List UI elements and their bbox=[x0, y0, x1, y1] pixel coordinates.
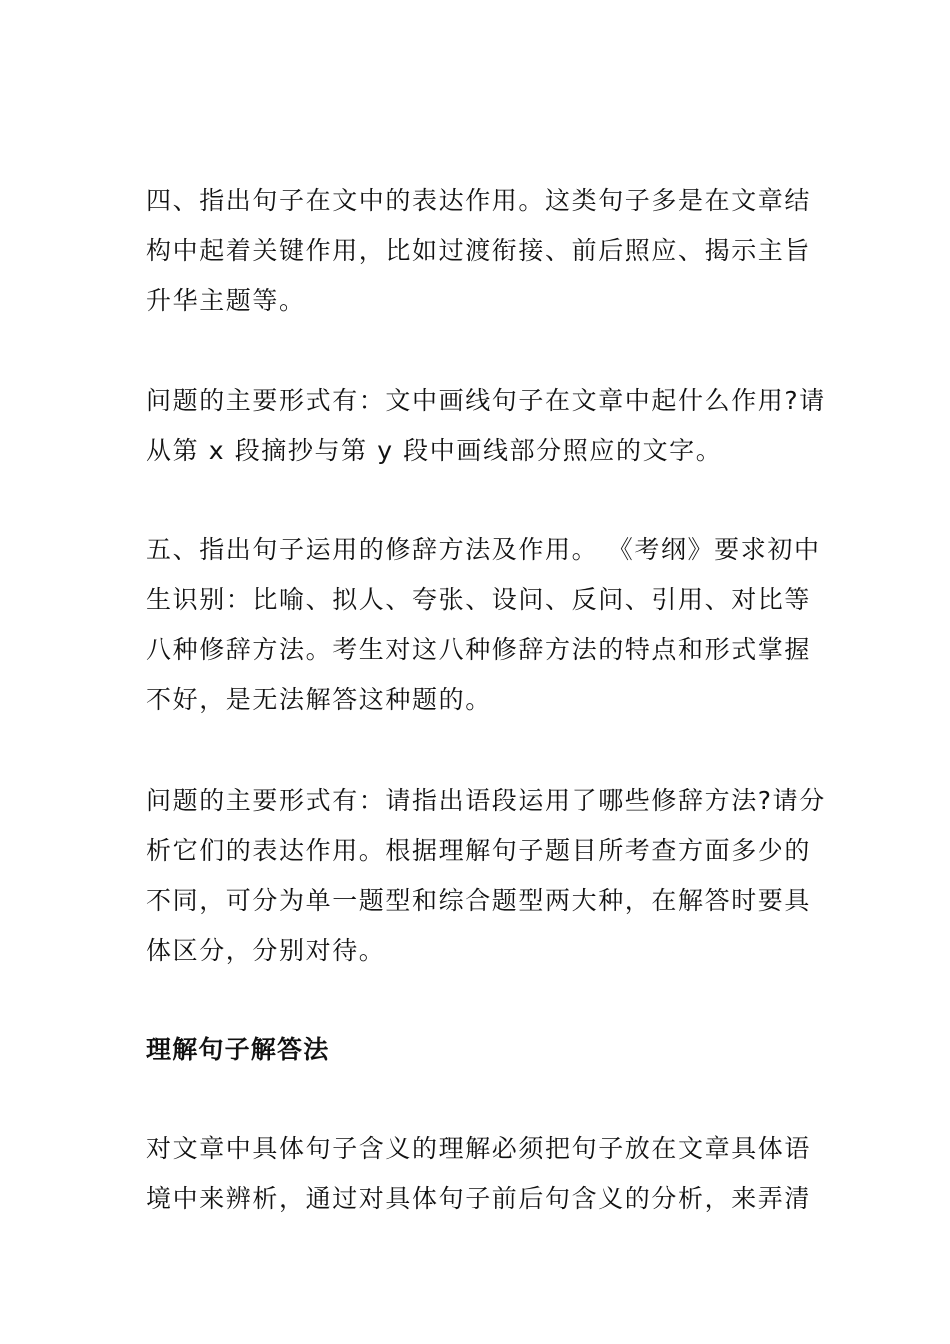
text-line: 不好，是无法解答这种题的。 bbox=[146, 685, 492, 714]
text-line: 升华主题等。 bbox=[146, 286, 306, 315]
text-line: 生识别：比喻、拟人、夸张、设问、反问、引用、对比等 bbox=[146, 585, 812, 614]
paragraph-understanding-method bbox=[146, 1124, 812, 1224]
text-line: 不同，可分为单一题型和综合题型两大种，在解答时要具 bbox=[146, 886, 812, 915]
text-line: 四、指出句子在文中的表达作用。这类句子多是在文章结 bbox=[146, 186, 812, 215]
text-line: 问题的主要形式有：文中画线句子在文章中起什么作用?请 bbox=[146, 386, 826, 415]
text-line: 析它们的表达作用。根据理解句子题目所考查方面多少的 bbox=[146, 836, 812, 865]
text-line: 体区分，分别对待。 bbox=[146, 936, 386, 965]
paragraph-point-five bbox=[146, 525, 821, 725]
text-line: 五、指出句子运用的修辞方法及作用。 《考纲》要求初中 bbox=[146, 535, 821, 564]
text-line: 从第 x 段摘抄与第 y 段中画线部分照应的文字。 bbox=[146, 436, 723, 465]
paragraph-point-four bbox=[146, 176, 812, 326]
text-line: 问题的主要形式有：请指出语段运用了哪些修辞方法?请分 bbox=[146, 786, 826, 815]
text-line: 对文章中具体句子含义的理解必须把句子放在文章具体语 bbox=[146, 1134, 812, 1163]
text-line: 八种修辞方法。考生对这八种修辞方法的特点和形式掌握 bbox=[146, 635, 812, 664]
section-heading: 理解句子解答法 bbox=[146, 1035, 330, 1064]
paragraph-point-five-question-forms bbox=[146, 776, 826, 976]
paragraph-point-four-question-forms bbox=[146, 376, 826, 476]
text-line: 构中起着关键作用，比如过渡衔接、前后照应、揭示主旨 bbox=[146, 236, 812, 265]
text-line: 境中来辨析，通过对具体句子前后句含义的分析，来弄清 bbox=[146, 1184, 812, 1213]
